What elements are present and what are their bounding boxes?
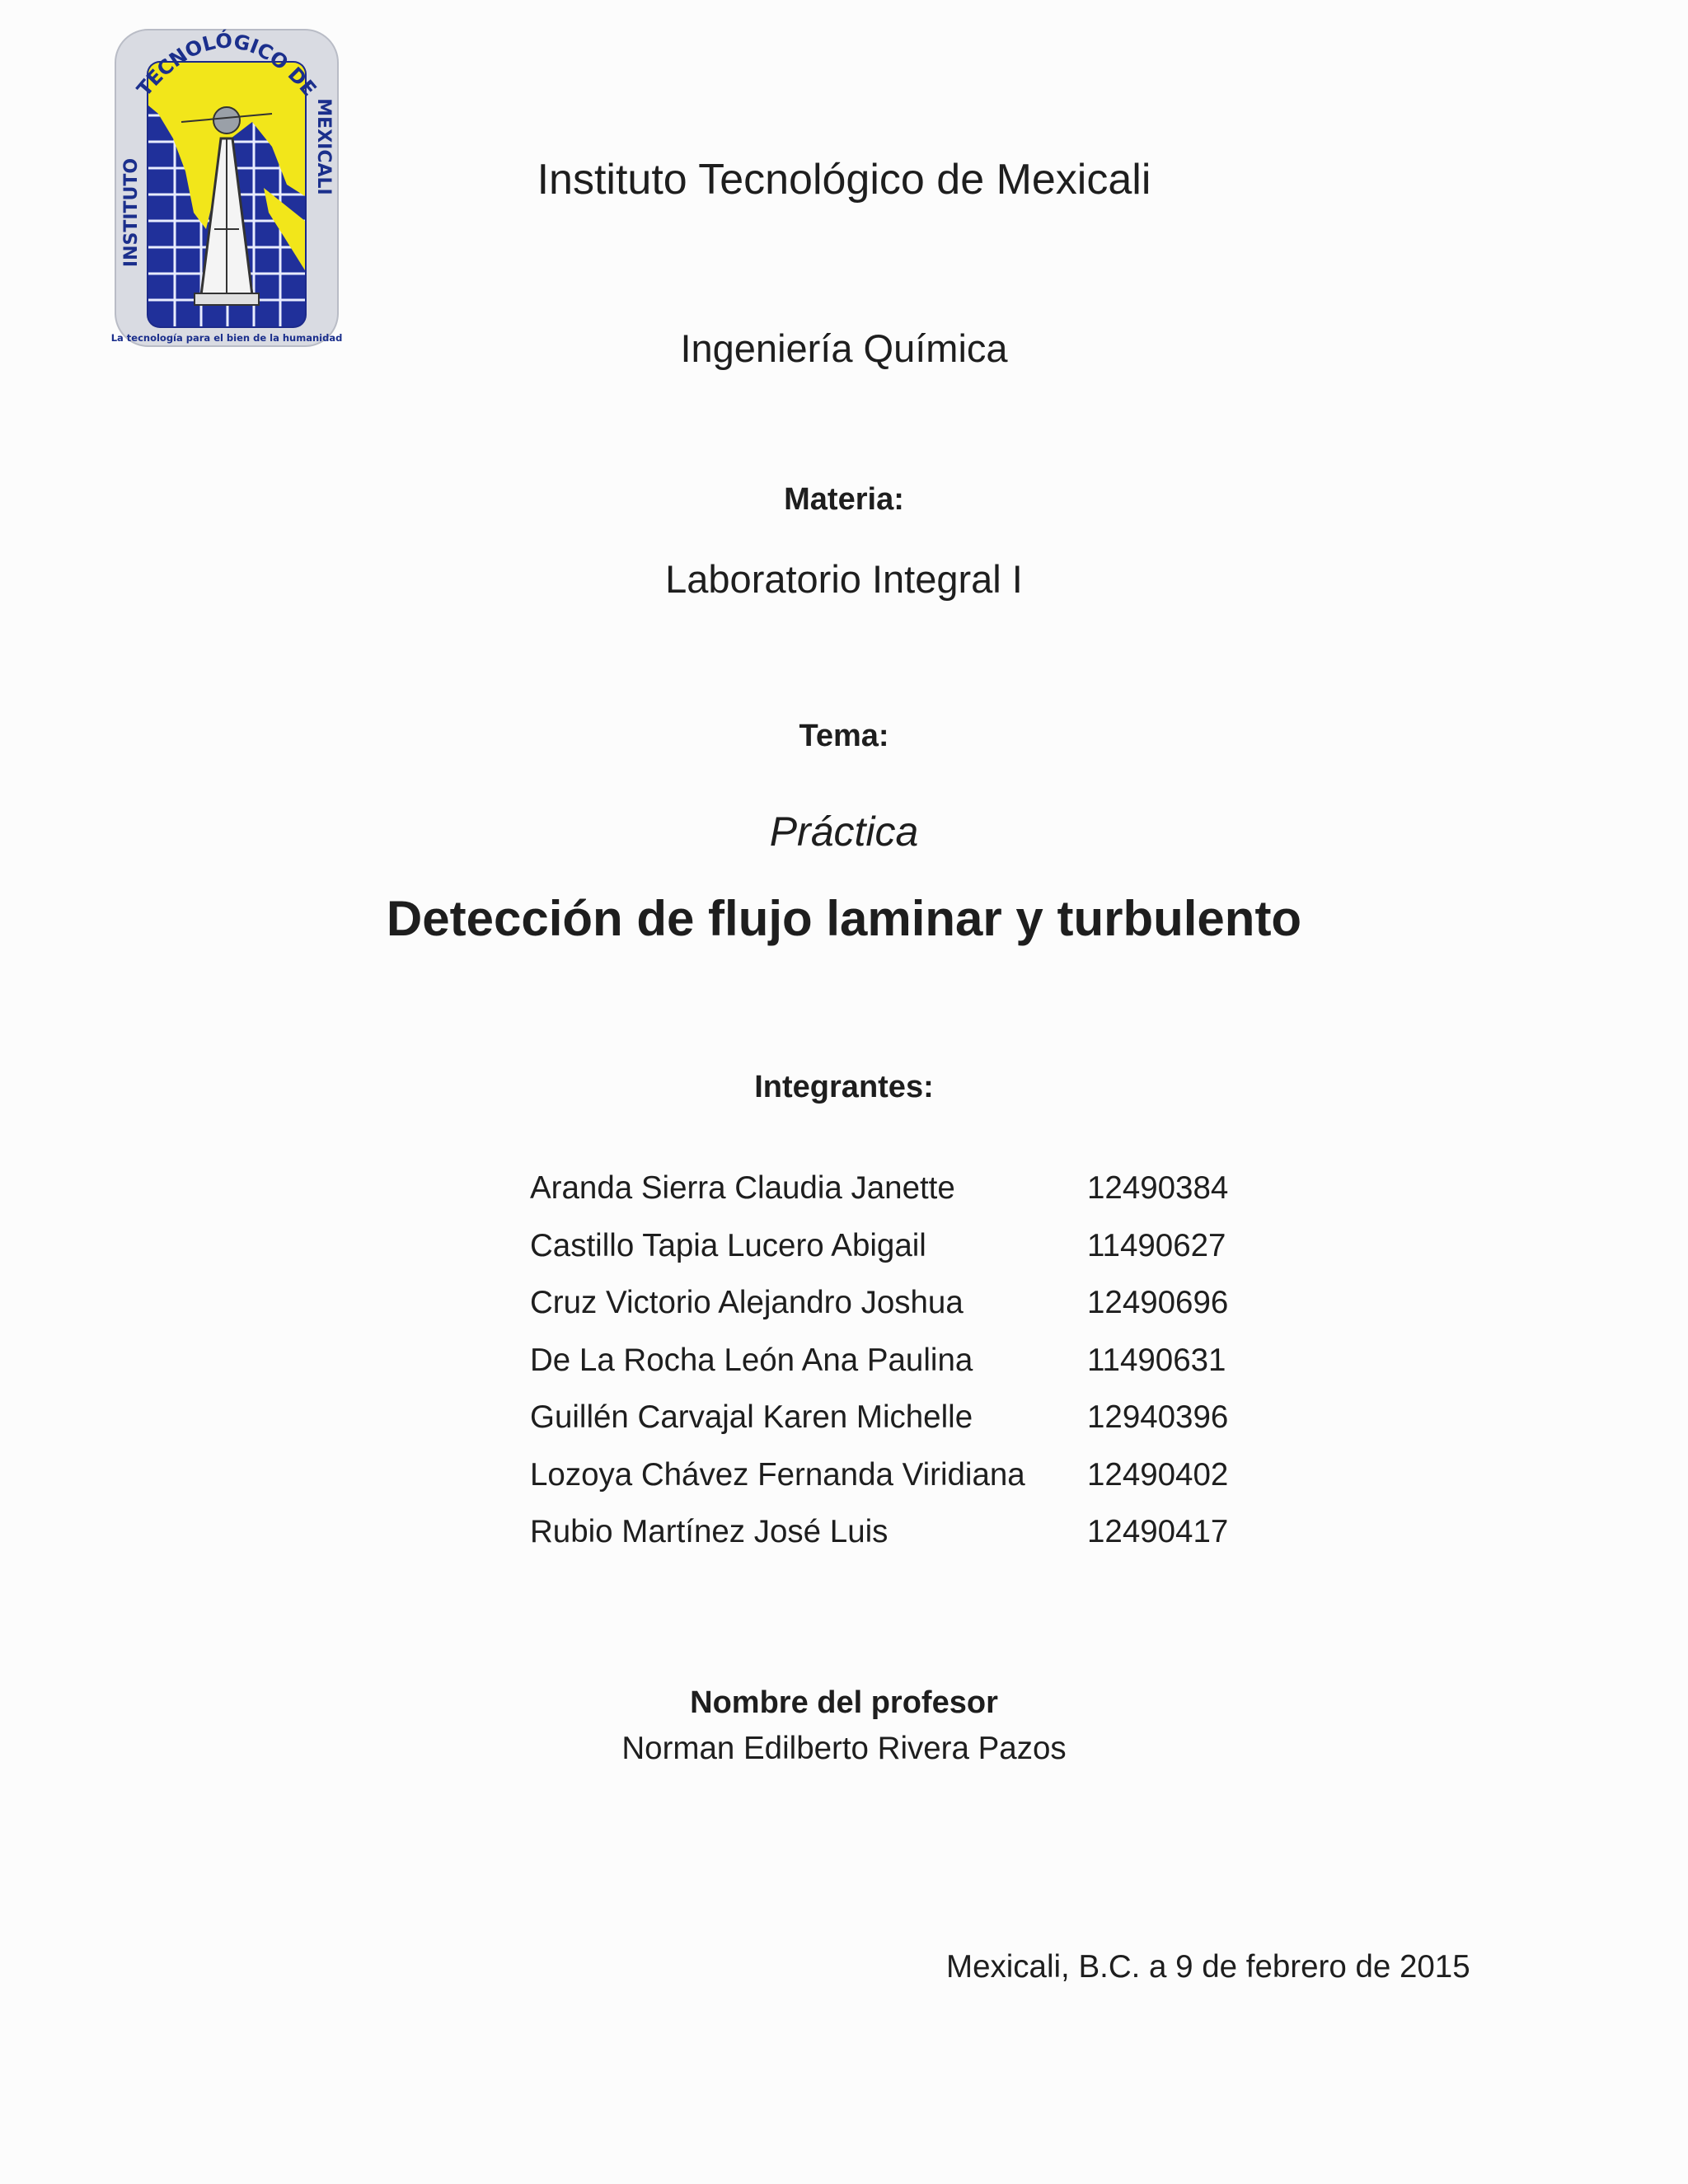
tema-label: Tema:: [799, 719, 889, 753]
professor-label: Nombre del profesor: [690, 1685, 998, 1720]
member-row: [530, 1228, 1272, 1286]
member-name: Lozoya Chávez Fernanda Viridiana: [530, 1456, 1025, 1493]
member-row: [530, 1343, 1272, 1400]
member-row: [530, 1399, 1272, 1457]
materia-label: Materia:: [784, 482, 904, 517]
career-name: Ingeniería Química: [680, 326, 1008, 370]
member-id: 12490417: [1087, 1514, 1229, 1549]
member-row: [530, 1170, 1272, 1228]
member-id: 11490631: [1087, 1342, 1226, 1378]
member-name: Guillén Carvajal Karen Michelle: [530, 1399, 973, 1435]
member-id: 12490384: [1087, 1170, 1229, 1206]
logo-motto: La tecnología para el bien de la humanidad: [110, 332, 343, 344]
logo-top-text: TECNOLÓGICO DE: [132, 29, 321, 101]
member-id: 12940396: [1087, 1399, 1229, 1435]
member-row: [530, 1457, 1272, 1515]
member-id: 11490627: [1087, 1227, 1226, 1263]
member-id: 12490696: [1087, 1285, 1229, 1320]
integrantes-label: Integrantes:: [754, 1070, 934, 1104]
place-date: Mexicali, B.C. a 9 de febrero de 2015: [946, 1949, 1470, 1985]
member-name: De La Rocha León Ana Paulina: [530, 1342, 973, 1378]
materia-value: Laboratorio Integral I: [665, 557, 1023, 601]
professor-name: Norman Edilberto Rivera Pazos: [621, 1731, 1067, 1766]
institute-name: Instituto Tecnológico de Mexicali: [537, 156, 1151, 204]
document-title: Detección de flujo laminar y turbulento: [386, 891, 1302, 946]
member-name: Aranda Sierra Claudia Janette: [530, 1170, 955, 1206]
member-name: Cruz Victorio Alejandro Joshua: [530, 1285, 964, 1320]
member-id: 12490402: [1087, 1456, 1229, 1493]
members-list: [530, 1170, 1272, 1572]
member-name: Rubio Martínez José Luis: [530, 1514, 889, 1549]
logo-left-text: INSTITUTO: [121, 157, 142, 268]
member-row: [530, 1514, 1272, 1572]
member-name: Castillo Tapia Lucero Abigail: [530, 1227, 926, 1263]
logo-right-text: MEXICALI: [313, 98, 334, 195]
practica-label: Práctica: [769, 808, 919, 855]
member-row: [530, 1285, 1272, 1343]
